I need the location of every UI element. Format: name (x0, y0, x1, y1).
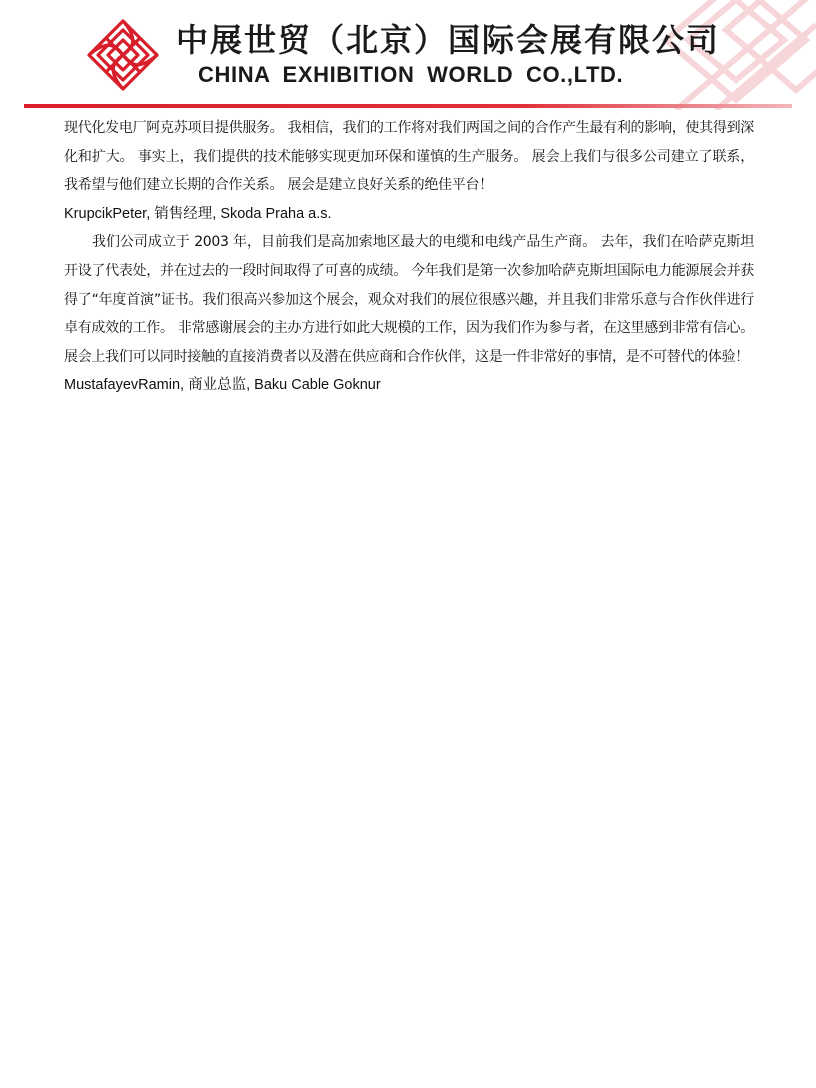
interlaced-diamond-logo-icon (86, 18, 160, 92)
testimonial-paragraph-1: 现代化发电厂阿克苏项目提供服务。 我相信，我们的工作将对我们两国之间的合作产生最有利的影响，使其得到深化和扩大。 事实上，我们提供的技术能够实现更加环保和谨慎的生产服务。 展会上我们与很多公司建立了联系，我希望与他们建立长期的合作关系。 展会是建立良好关系的绝佳平台！ (64, 120, 754, 194)
testimonial-paragraph-2: 我们公司成立于 2003 年，目前我们是高加索地区最大的电缆和电线产品生产商。 去年，我们在哈萨克斯坦开设了代表处，并在过去的一段时间取得了可喜的成绩。 今年我们是第一次参加哈萨克斯坦国际电力能源展会并获得了“年度首演”证书。我们很高兴参加这个展会，观众对我们的展位很感兴趣，并且我们非常乐意与合作伙伴进行卓有成效的工作。 非常感谢展会的主办方进行如此大规模的工作，因为我们作为参与者，在这里感到非常有信心。 展会上我们可以同时接触的直接消费者以及潜在供应商和合作伙伴，这是一件非常好的事情，是不可替代的体验！ (64, 234, 754, 365)
company-name-english: CHINA EXHIBITION WORLD CO.,LTD. (198, 62, 624, 87)
testimonial-signature-1: KrupcikPeter, 销售经理, Skoda Praha a.s. (64, 205, 332, 222)
company-name-chinese: 中展世贸（北京）国际会展有限公司 (176, 21, 721, 59)
header-divider (24, 104, 792, 108)
letterhead (0, 0, 816, 112)
testimonial-signature-2: MustafayevRamin, 商业总监, Baku Cable Goknur (64, 377, 381, 394)
document-body (64, 114, 754, 400)
